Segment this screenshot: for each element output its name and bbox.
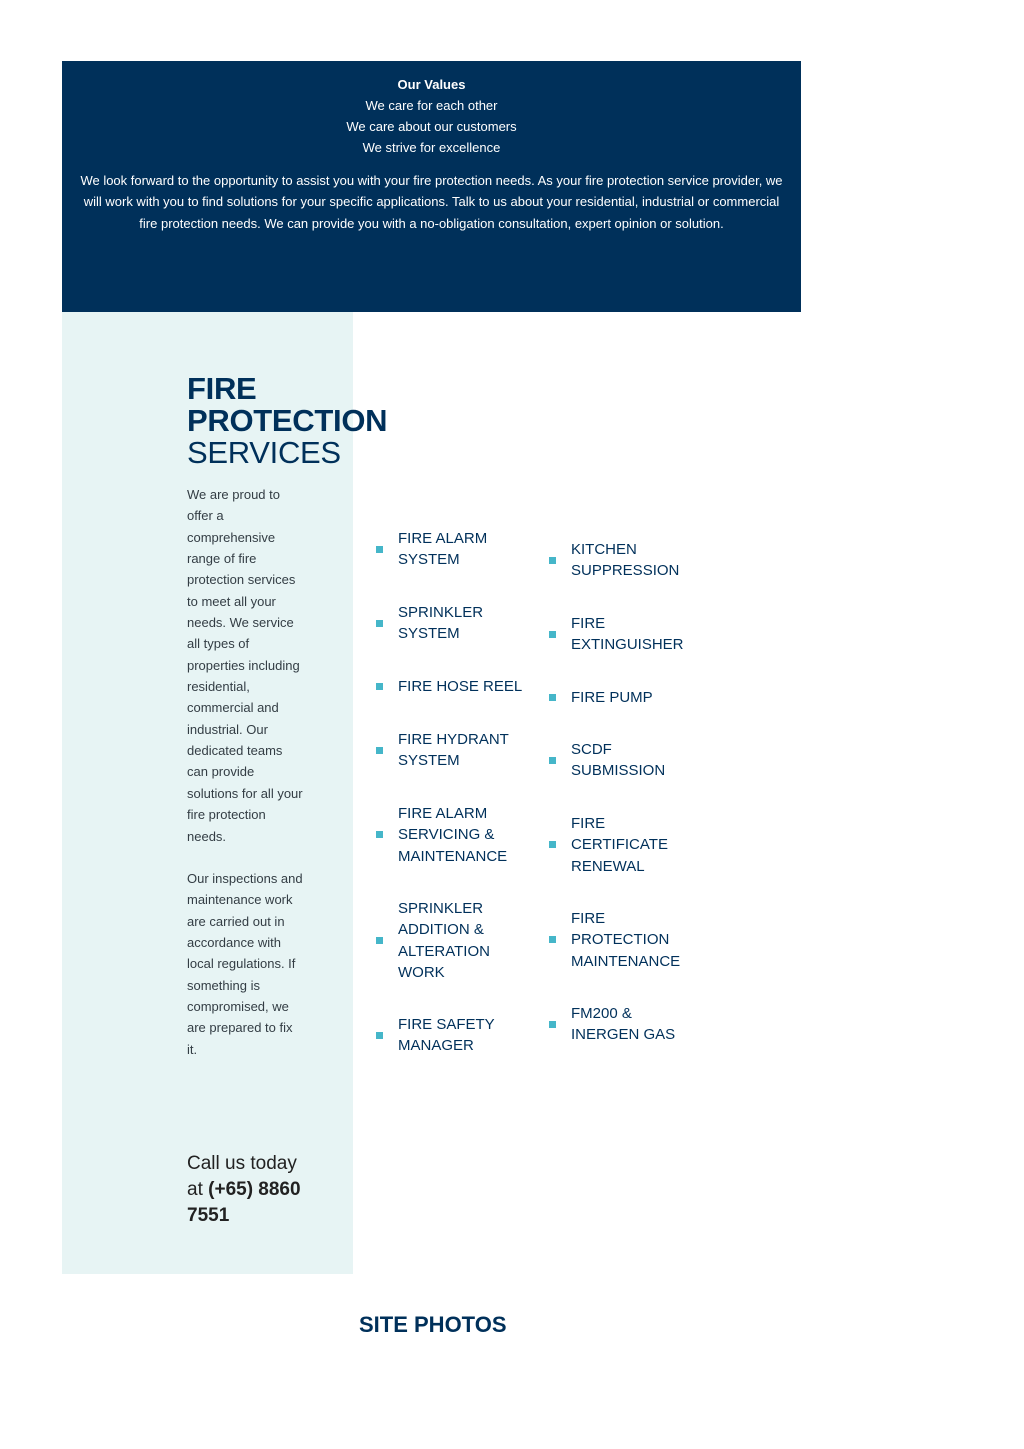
service-item[interactable] [376,676,526,697]
square-bullet-icon [549,557,556,564]
square-bullet-icon [376,620,383,627]
square-bullet-icon [549,757,556,764]
service-label: SPRINKLER ADDITION & ALTERATION WORK [398,900,490,981]
service-label: SCDF SUBMISSION [571,741,666,780]
services-heading [187,373,387,469]
service-item[interactable] [549,908,699,972]
heading-light: SERVICES [187,435,341,470]
square-bullet-icon [549,631,556,638]
square-bullet-icon [376,831,383,838]
service-label: FIRE ALARM SYSTEM [398,530,488,569]
service-label: FIRE PROTECTION MAINTENANCE [571,910,681,970]
service-label: FIRE ALARM SERVICING & MAINTENANCE [398,805,508,865]
square-bullet-icon [376,1032,383,1039]
square-bullet-icon [549,936,556,943]
phone-number[interactable]: (+65) 8860 7551 [187,1179,301,1226]
description-paragraph-1: We are proud to offer a comprehensive range of fire protection services to meet all your needs. We service all types of properties including residential, commercial and industrial. Our dedicated teams can provide solutions for all your fire protection needs. [187,487,303,844]
service-item[interactable] [549,739,699,782]
service-item[interactable] [549,1003,699,1046]
service-item[interactable] [376,803,526,867]
service-item[interactable] [376,898,526,983]
service-item[interactable] [376,602,526,645]
service-label: SPRINKLER SYSTEM [398,604,484,643]
service-item[interactable] [376,729,526,772]
service-label: FIRE HYDRANT SYSTEM [398,731,509,770]
service-label: FIRE PUMP [571,689,653,706]
heading-bold-2: PROTECTION [187,403,388,438]
square-bullet-icon [376,546,383,553]
square-bullet-icon [549,841,556,848]
service-item[interactable] [549,613,699,656]
service-label: FIRE CERTIFICATE RENEWAL [571,815,668,875]
square-bullet-icon [376,937,383,944]
service-item[interactable] [549,687,699,708]
service-item[interactable] [376,528,526,571]
values-title: Our Values [397,77,466,92]
site-photos-title: SITE PHOTOS [359,1312,507,1337]
service-label: FIRE HOSE REEL [398,678,523,695]
values-line: We care about our customers [346,119,517,134]
values-line: We care for each other [365,98,498,113]
description-paragraph-2: Our inspections and maintenance work are carried out in accordance with local regulations. If something is compromised, we are prepared to fix it. [187,870,303,1057]
call-text: Call us today at [187,1153,297,1200]
values-paragraph: We look forward to the opportunity to assist you with your fire protection needs. As your fire protection service provider, we will work with you to find solutions for your specific applications. Talk to us about your residential, industrial or commercial fire protection needs. We can provide you with a no-obligation consultation, expert opinion or solution. [80,173,783,231]
call-us [187,1151,317,1229]
square-bullet-icon [549,694,556,701]
square-bullet-icon [549,1021,556,1028]
square-bullet-icon [376,747,383,754]
square-bullet-icon [376,683,383,690]
service-item[interactable] [376,1014,526,1057]
values-line: We strive for excellence [362,140,501,155]
values-section [62,61,801,312]
services-description [187,484,305,1060]
service-label: FIRE SAFETY MANAGER [398,1016,495,1055]
service-label: FIRE EXTINGUISHER [571,615,684,654]
service-item[interactable] [549,813,699,877]
service-label: KITCHEN SUPPRESSION [571,541,680,580]
heading-bold-1: FIRE [187,371,257,406]
service-item[interactable] [549,539,699,582]
service-label: FM200 & INERGEN GAS [571,1005,676,1044]
